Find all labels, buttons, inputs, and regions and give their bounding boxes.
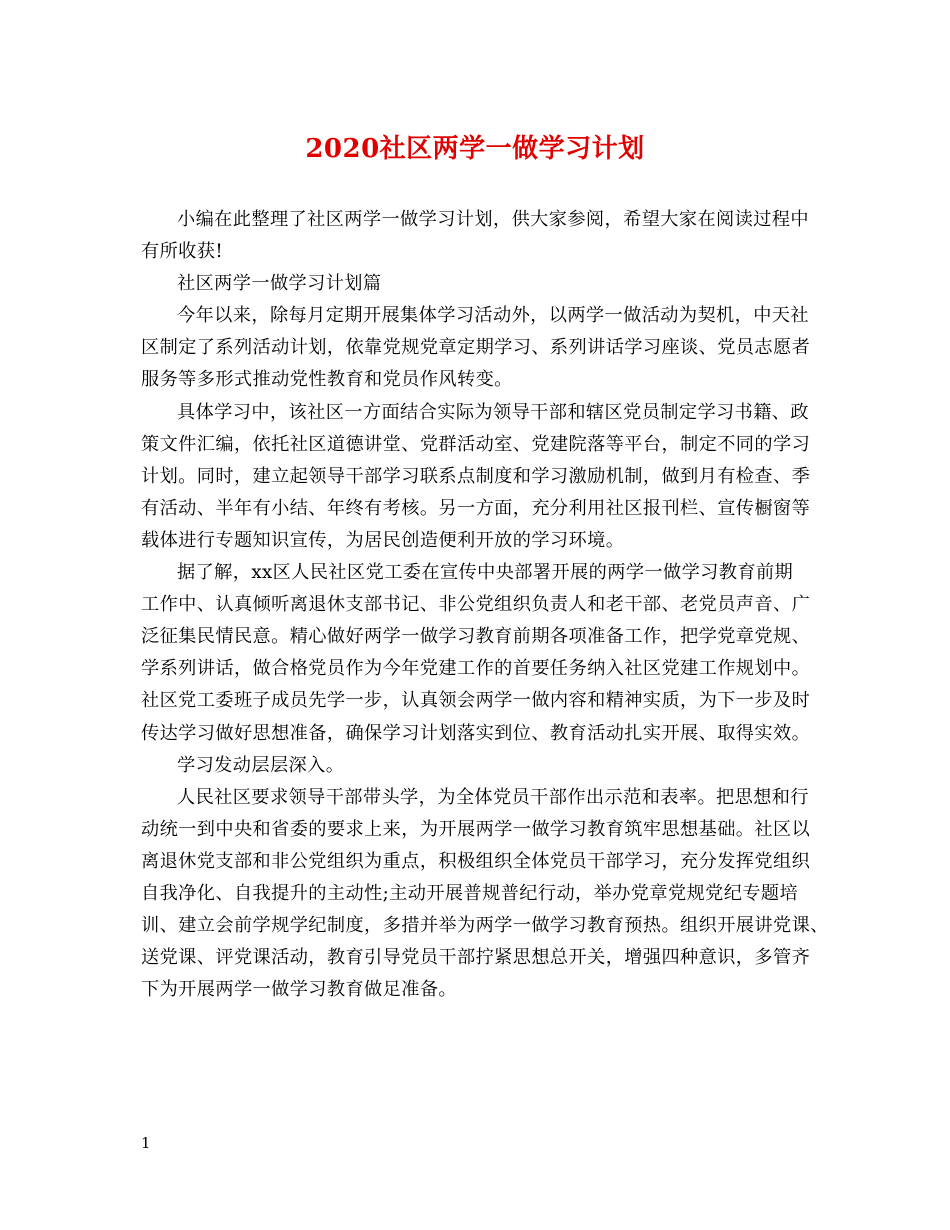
paragraph-line: 送党课、评党课活动，教育引导党员干部拧紧思想总开关，增强四种意识，多管齐 (141, 947, 811, 969)
paragraph-line: 载体进行专题知识宣传，为居民创造便利开放的学习环境。 (141, 529, 625, 551)
paragraph-line: 据了解，xx区人民社区党工委在宣传中央部署开展的两学一做学习教育前期 (177, 562, 794, 584)
paragraph-line: 学习发动层层深入。 (177, 754, 345, 776)
paragraph (141, 268, 813, 300)
paragraph-line: 离退休党支部和非公党组织为重点，积极组织全体党员干部学习，充分发挥党组织 (141, 850, 811, 872)
paragraph-line: 社区两学一做学习计划篇 (177, 273, 382, 295)
paragraph-line: 有所收获! (141, 241, 224, 263)
document-body (141, 204, 829, 1006)
paragraph-line: 策文件汇编，依托社区道德讲堂、党群活动室、党建院落等平台，制定不同的学习 (141, 433, 811, 455)
paragraph-line: 区制定了系列活动计划，依靠党规党章定期学习、系列讲话学习座谈、党员志愿者 (141, 337, 811, 359)
paragraph-line: 传达学习做好思想准备，确保学习计划落实到位、教育活动扎实开展、取得实效。 (141, 722, 811, 744)
paragraph-line: 自我净化、自我提升的主动性;主动开展普规普纪行动，举办党章党规党纪专题培 (141, 882, 799, 904)
paragraph-line: 社区党工委班子成员先学一步，认真领会两学一做内容和精神实质，为下一步及时 (141, 690, 811, 712)
paragraph-line: 今年以来，除每月定期开展集体学习活动外，以两学一做活动为契机，中天社 (177, 305, 809, 327)
page-number: 1 (141, 1134, 151, 1152)
paragraph (141, 557, 813, 750)
paragraph-line: 动统一到中央和省委的要求上来，为开展两学一做学习教育筑牢思想基础。社区以 (141, 818, 811, 840)
paragraph-line: 人民社区要求领导干部带头学，为全体党员干部作出示范和表率。把思想和行 (177, 786, 809, 808)
paragraph-line: 下为开展两学一做学习教育做足准备。 (141, 979, 457, 1001)
paragraph-line: 计划。同时，建立起领导干部学习联系点制度和学习激励机制，做到月有检查、季 (141, 465, 811, 487)
paragraph-line: 泛征集民情民意。精心做好两学一做学习教育前期各项准备工作，把学党章党规、 (141, 626, 811, 648)
paragraph-line: 具体学习中，该社区一方面结合实际为领导干部和辖区党员制定学习书籍、政 (177, 401, 809, 423)
paragraph (141, 782, 829, 1007)
paragraph-line: 有活动、半年有小结、年终有考核。另一方面，充分利用社区报刊栏、宣传橱窗等 (141, 497, 811, 519)
paragraph (141, 750, 813, 782)
document-title: 2020社区两学一做学习计划 (305, 134, 645, 164)
paragraph-line: 工作中、认真倾听离退休支部书记、非公党组织负责人和老干部、老党员声音、广 (141, 594, 811, 616)
paragraph-line: 学系列讲话，做合格党员作为今年党建工作的首要任务纳入社区党建工作规划中。 (141, 658, 811, 680)
paragraph-line: 训、建立会前学规学纪制度，多措并举为两学一做学习教育预热。组织开展讲党课、 (141, 915, 829, 937)
paragraph (141, 300, 813, 396)
paragraph-line: 服务等多形式推动党性教育和党员作风转变。 (141, 369, 513, 391)
paragraph (141, 397, 813, 557)
paragraph (141, 204, 813, 268)
paragraph-line: 小编在此整理了社区两学一做学习计划，供大家参阅，希望大家在阅读过程中 (177, 209, 809, 230)
